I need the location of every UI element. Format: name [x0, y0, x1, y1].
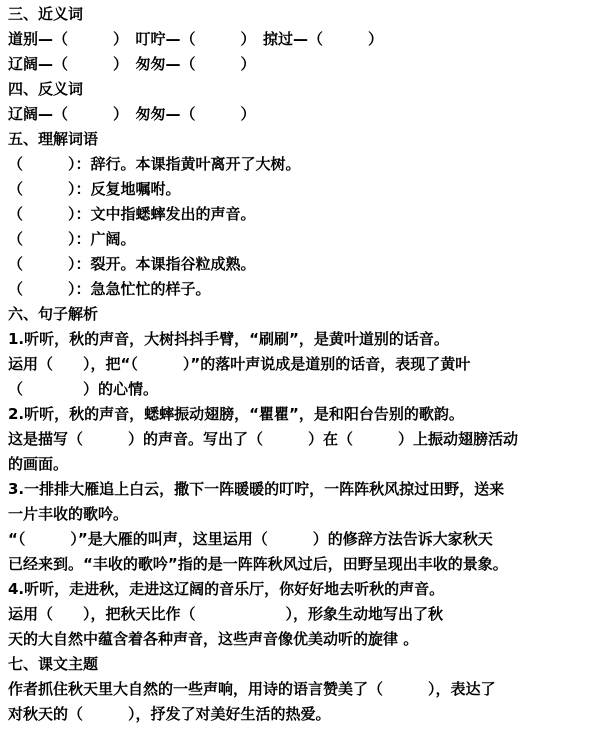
vocab-item: （ ）：急急忙忙的样子。	[8, 280, 211, 298]
section-3-heading: 三、近义词	[8, 5, 84, 23]
section-4-heading: 四、反义词	[8, 80, 84, 98]
vocab-item: （ ）：反复地嘱咐。	[8, 180, 181, 198]
vocab-item: （ ）：文中指蟋蟀发出的声音。	[8, 205, 256, 223]
antonym-row-1: 辽阔—（ ） 匆匆—（ ）	[8, 105, 256, 123]
vocab-item: （ ）：广阔。	[8, 230, 136, 248]
sentence-line: 这是描写（ ）的声音。写出了（ ）在（ ）上振动翅膀活动	[8, 430, 519, 448]
sentence-line: 运用（ ），把“（ ）”的落叶声说成是道别的话音，表现了黄叶	[8, 355, 471, 373]
vocab-item: （ ）：辞行。本课指黄叶离开了大树。	[8, 155, 301, 173]
sentence-line: 运用（ ），把秋天比作（ ），形象生动地写出了秋	[8, 605, 444, 623]
sentence-line: 2.听听，秋的声音，蟋蟀振动翅膀，“瞿瞿”，是和阳台告别的歌韵。	[8, 405, 464, 423]
sentence-line: 已经来到。“丰收的歌吟”指的是一阵阵秋风过后，田野呈现出丰收的景象。	[8, 555, 508, 573]
theme-line: 对秋天的（ ），抒发了对美好生活的热爱。	[8, 705, 331, 723]
vocab-item: （ ）：裂开。本课指谷粒成熟。	[8, 255, 256, 273]
sentence-line: 一片丰收的歌吟。	[8, 505, 129, 523]
synonym-row-2: 辽阔—（ ） 匆匆—（ ）	[8, 55, 256, 73]
sentence-line: 天的大自然中蕴含着各种声音，这些声音像优美动听的旋律 。	[8, 630, 419, 648]
sentence-line: “（ ）”是大雁的叫声，这里运用（ ）的修辞方法告诉大家秋天	[8, 530, 493, 548]
sentence-line: 1.听听，秋的声音，大树抖抖手臂，“刷刷”，是黄叶道别的话音。	[8, 330, 449, 348]
section-6-heading: 六、句子解析	[8, 305, 99, 323]
sentence-line: 3.一排排大雁追上白云，撒下一阵暖暖的叮咛，一阵阵秋风掠过田野，送来	[8, 480, 505, 498]
sentence-line: （ ）的心情。	[8, 380, 159, 398]
section-5-heading: 五、理解词语	[8, 130, 99, 148]
sentence-line: 的画面。	[8, 455, 69, 473]
sentence-line: 4.听听，走进秋，走进这辽阔的音乐厅，你好好地去听秋的声音。	[8, 580, 445, 598]
synonym-row-1: 道别—（ ） 叮咛—（ ） 掠过—（ ）	[8, 30, 384, 48]
section-7-heading: 七、课文主题	[8, 655, 99, 673]
theme-line: 作者抓住秋天里大自然的一些声响，用诗的语言赞美了（ ），表达了	[8, 680, 496, 698]
